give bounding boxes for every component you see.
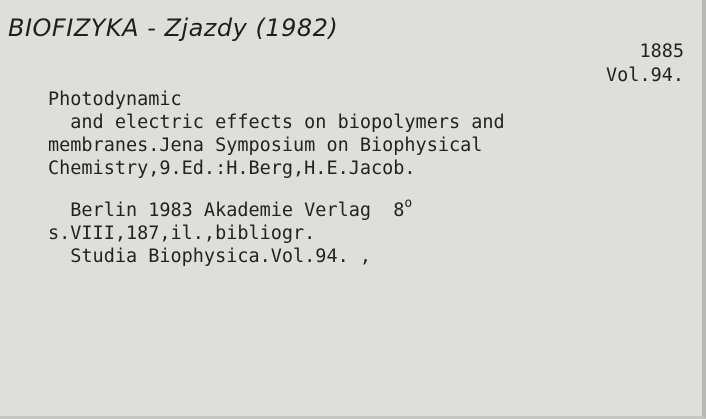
call-number xyxy=(606,40,684,88)
title-line-4: Chemistry,9.Ed.:H.Berg,H.E.Jacob. xyxy=(48,158,416,179)
imprint-line-1 xyxy=(48,196,413,224)
call-number-id: 1885 xyxy=(639,41,684,62)
handwritten-heading: BIOFIZYKA - Zjazdy (1982) xyxy=(8,14,339,42)
imprint-place-date-publisher: Berlin 1983 Akademie Verlag 8 xyxy=(48,200,405,221)
title-line-1: Photodynamic xyxy=(48,89,182,110)
call-number-volume: Vol.94. xyxy=(606,65,684,86)
title-line-2: and electric effects on biopolymers and xyxy=(48,112,505,133)
imprint-line-2: s.VIII,187,il.,bibliogr. xyxy=(48,223,316,244)
format-superscript: o xyxy=(404,196,413,211)
title-line-3: membranes.Jena Symposium on Biophysical xyxy=(48,135,483,156)
series-line: Studia Biophysica.Vol.94. , xyxy=(48,246,372,267)
